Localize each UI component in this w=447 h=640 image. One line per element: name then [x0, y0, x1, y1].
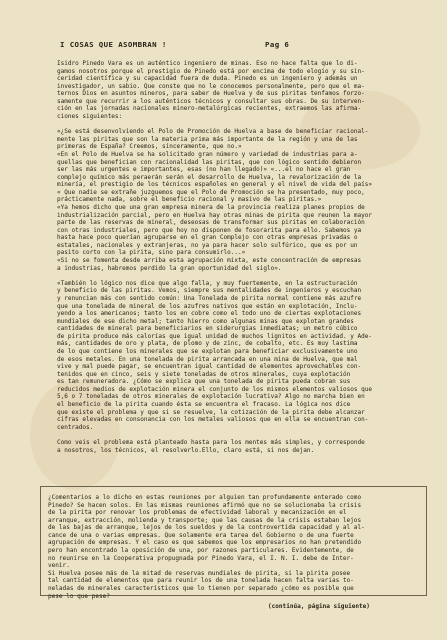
page-title: I COSAS QUE ASOMBRAN ! — [60, 40, 167, 49]
page-header — [60, 40, 407, 52]
page-number: Pag 6 — [265, 40, 290, 49]
article-body — [57, 60, 419, 454]
continued-note: (continúa, página siguiente) — [268, 603, 370, 610]
paragraph-logic: «También lo lógico nos dice que algo falla, y muy fuertemente, en la estructuración y beneficio de las piritas. Vemos, siempre sus mentalidades de ingenieros y escuchan y renuncian más con sentido común: Una Tonelada de pirita normal contiene más azufre que una tonelada de mineral de los azufres nativos que están en explotación, Inclu- yendo a los americanos; tanto los en cobre como el todo uno de ciertas explotaciones mundiales de ese dicho metal; tanto hierro como algunas minas que explotan grandes cantidades de mineral para beneficiarios en siderurgias inmediatas; un metro cúbico de pirita produce más calorías que igual unidad de muchos lignitos en actividad. y Ade- más, cantidades de oro y plata, de plomo y de zinc, de cobalto, etc. Es muy lastima de lo que contiene los minerales que se explotan para beneficiar exclusivamente uno de esos metales. En una tonelada de pirita arrancada en una mina de Huelva, que mal vive y mal puede pagar, se encuentran igual cantidad de elementos aprovechables con- tenidos que en cinco, seis y siete toneladas de otros minerales, cuya explotación es tan remuneradora. ¿Cómo se explica que una tonelada de pirita pueda cobran sus reducidos medios de explotación minera el conjunto de los mismos elementos valiosos que 5,6 o 7 toneladas de otros minerales de explotación lucrativa? Algo no marcha bien en el beneficio de la pirita cuando ésta se encuentra el fracaso. La lógica nos dice que existe el problema y que si se resuelve, la cotización de la pirita debe alcanzar cifras elevadas en consonancia con los metales valiosos que en ella se encuentran con- centrados. — [57, 279, 372, 431]
paragraph-conclusion: Como veis el problema está planteado hasta para los mentes más simples, y corresponde a nosotros, los técnicos, el resolverlo.Ello, claro está, si nos dejan. — [57, 438, 365, 454]
commentary-text: ¿Comentarios a lo dicho en estas reuniones por alguien tan profundamente enterado como Pinedo? Se hacen solos. En las mismas reuniones afirmó que no se solucionaba la crisis de la pirita por renovar los problemas de efectividad laboral y mecanización en el arranque, extracción, molienda y transporte; que las causas de la crisis estaban lejos de las bajas de arranque, lejos de los sueldos y de la controvertida capacidad y al al- cance de una o varias empresas. Que solamente era tarea del Gobierno o de una fuerte agrupación de empresas. Y el caso es que sabemos que los empresarios no han pretendido pero han encontrado la oposición de una, por razones particulares. Evidentemente, de no reunirse en la Cooperativa propugnada por Pinedo Vara, el I. N. I. debe de Inter- venir. Si Huelva posee más de la mitad de reservas mundiales de pirita, si la pirita posee tal cantidad de elementos que para reunir los de una tonelada hacen falta varias to- neladas de minerales característicos que lo tienen por separado ¿cómo es posible que pese lo que pese? — [48, 494, 365, 600]
paragraph-intro: Isidro Pinedo Vara es un auténtico ingeniero de minas. Eso no hace falta que lo di- gamos nosotros porque el prestigio de Pinedo está por encima de todo elogio y su sin- ceridad científica y su capacidad fuera de duda. Pinedo es un ingeniero y además un investigador, un sabio. Que conste que no le conocemos personalmente, pero que el ma- ternos Dios en asuntos mineros, para saber de Huelva y de sus piritas tenfamos forzo- samente que recurrir a los auténticos técnicos y consultar sus obras. De su interven- ción en las jornadas nacionales minero-metalúrgicas recientes, extraemos las afirma- ciones siguientes: — [57, 60, 365, 121]
paragraph-quotes: «¿Se está desenvolviendo el Polo de Promoción de Huelva a base de beneficiar racional- mente las piritas que son la materia prima más importante de la región y una de las primeras de España? Creemos, sinceramente, que no.» «En el Polo de Huelva se ha solicitado gran número y variedad de industrias para a- quellas que benefician con racionalidad las piritas, que con lógico sentido debieron ser las más urgentes e importantes, esas (no han llegado)» «...el no hace el gran complejo químico más peraerán serán el desarrollo de Huelva, la revalorización de la minería, el prestigio de los técnicos españoles en general y el nivel de vida del país» « Que nadie se extrañe juzguemos que el Polo de Promoción se ha presentado, muy poco, prácticamente nada, sobre el beneficio racional y masivo de las piritas.» «Ya hemos dicho que una gran empresa minera de la provincia realiza planes propios de industrialización parcial, pero en Huelva hay otras minas de pirita que reunen la mayor parte de las reservas de mineral, deseosas de transformar sus piritas en colaboración con otras industriales, pero que hoy no disponen de fosorarita para ello. Sabemos ya hasta hace poco querían agruparse en el gran Complejo con otras empresas privadas o estatales, nacionales y extranjeras, no ya para hacer solo sulfúrico, que es por un pasito corto con la pirita, sino para consumirlo...» «Si no se fomenta desde arriba esta agrupación mixta, este concentración de empresas a industrias, habremos perdido la gran oportunidad del siglo». — [57, 128, 372, 272]
